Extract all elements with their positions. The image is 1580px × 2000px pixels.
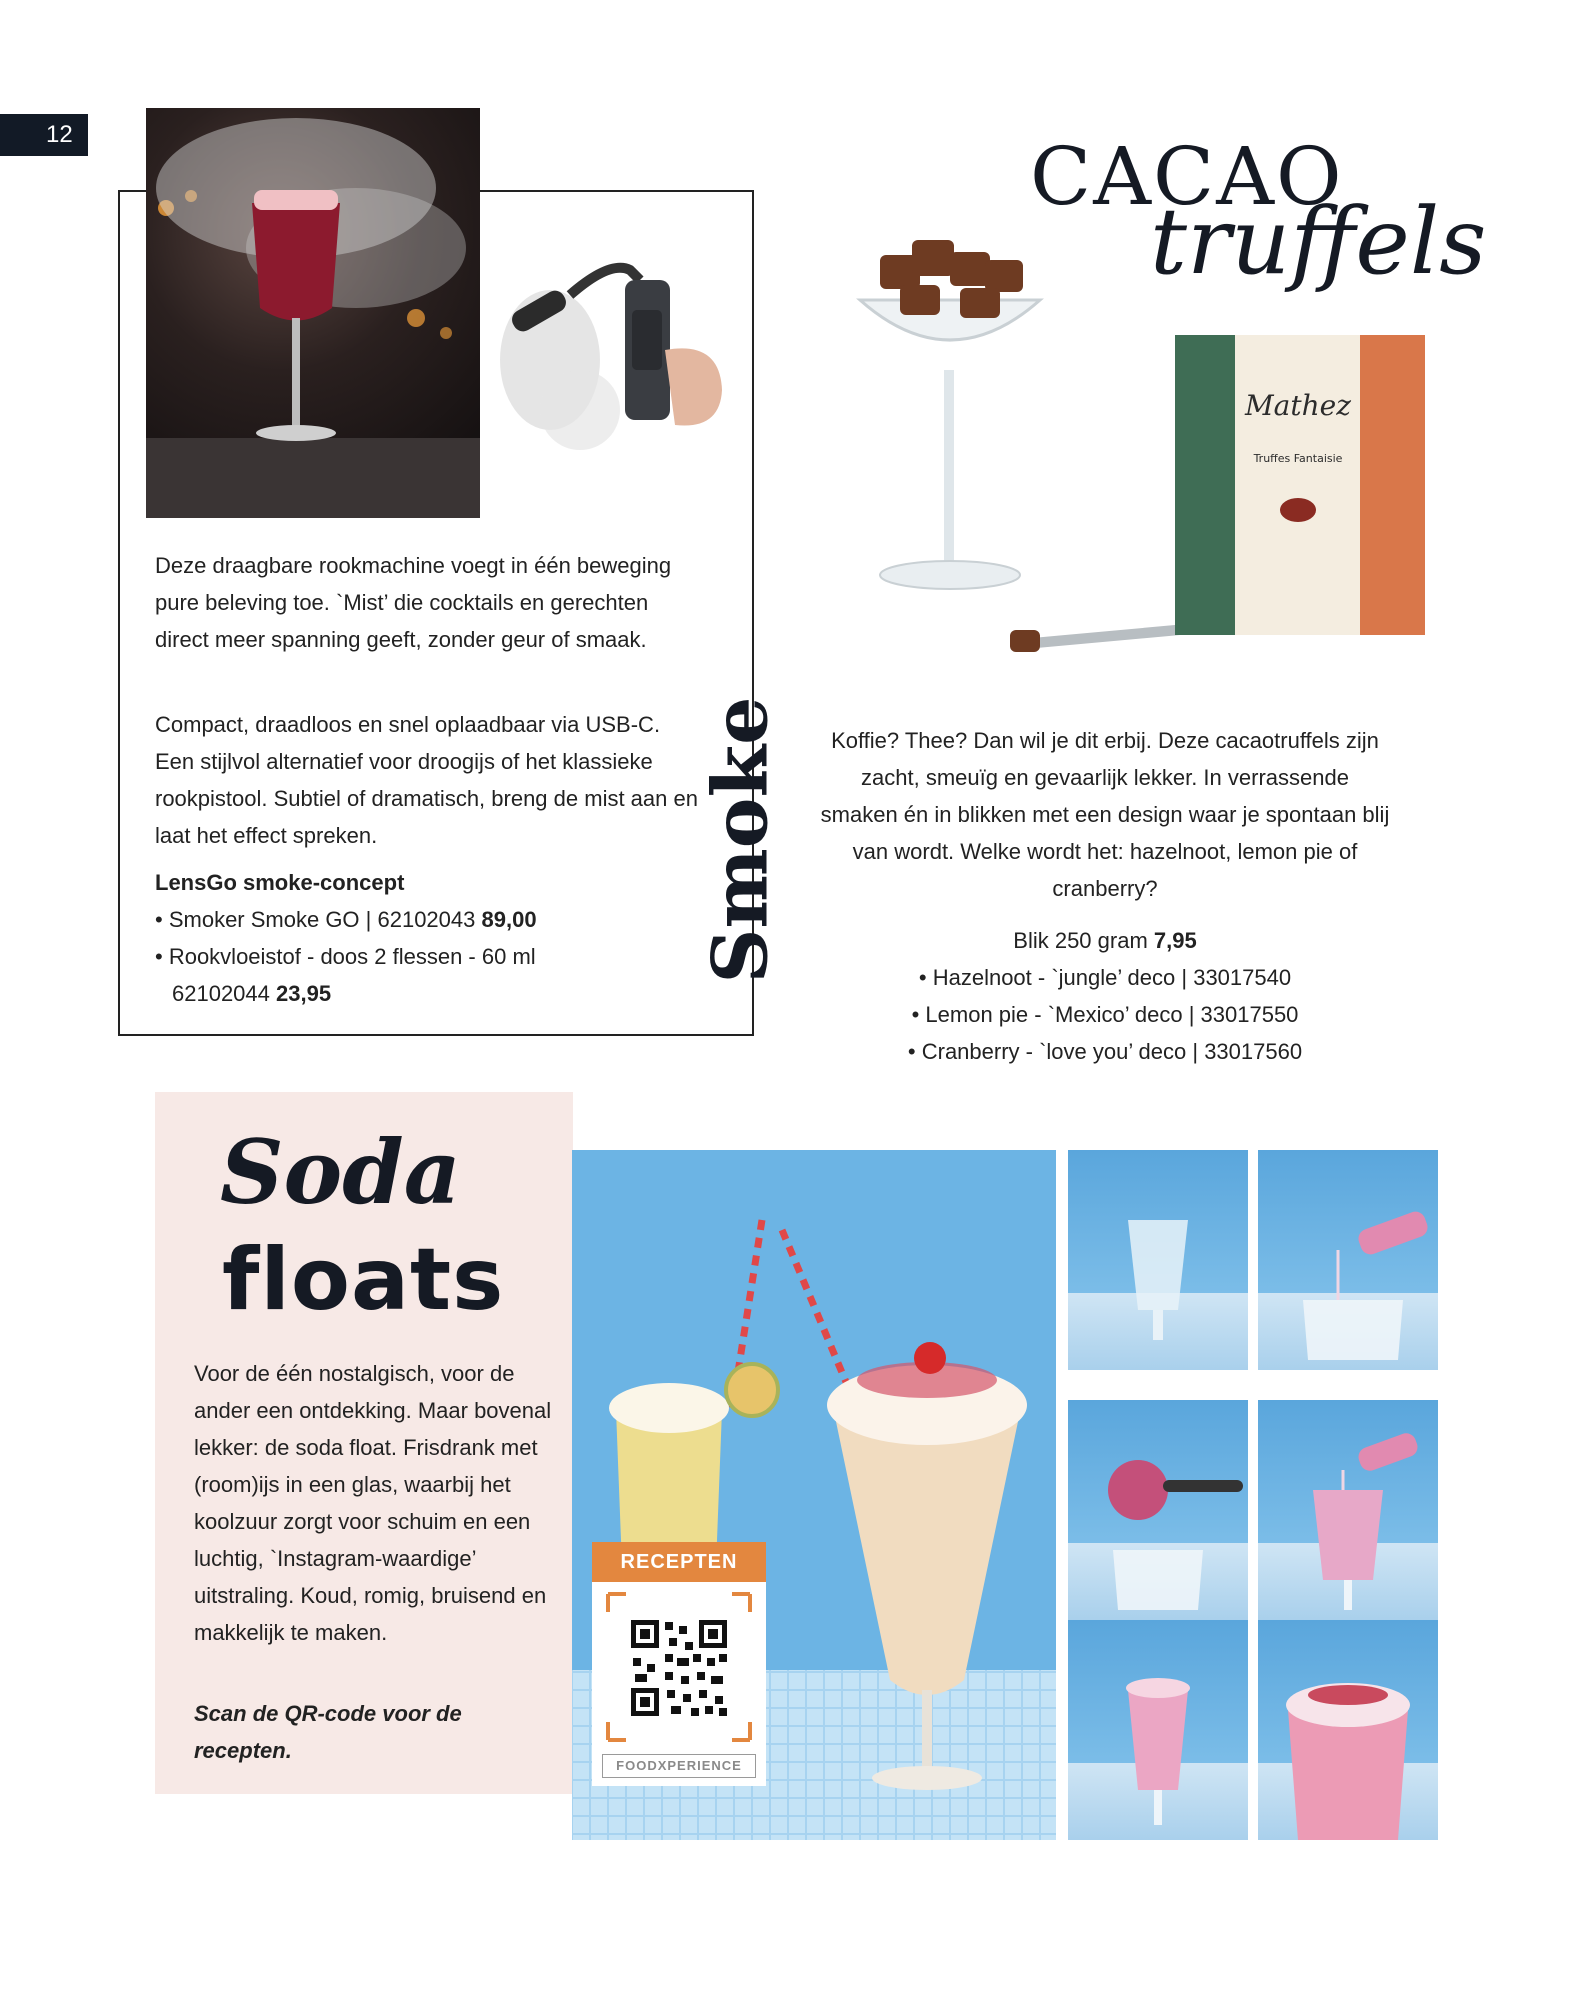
- recipe-qr-card[interactable]: [592, 1542, 766, 1786]
- cacao-title: CACAO: [1030, 130, 1344, 223]
- cacao-price: 7,95: [1153, 928, 1197, 953]
- cacao-size-label: Blik 250 gram: [1013, 928, 1148, 953]
- tin-label: Truffes Fantaisie: [1253, 452, 1343, 465]
- tin-brand: Mathez: [1245, 389, 1351, 422]
- cacao-variant-1-text: Hazelnoot - `jungle’ deco | 33017540: [932, 965, 1292, 990]
- step-photo-4-pour-soda: [1258, 1400, 1438, 1620]
- smoke-paragraph-2: Compact, draadloos en snel oplaadbaar via USB-C. Een stijlvol alternatief voor droogijs of het klassieke rookpistool. Subtiel of dramatisch, breng de mist aan en laat het effect spreken.: [155, 712, 698, 848]
- bullet: •: [155, 944, 163, 969]
- page-number: 12: [0, 114, 88, 156]
- cacao-variant-1: • Hazelnoot - `jungle’ deco | 33017540: [918, 965, 1292, 990]
- soda-scan-text: Scan de QR-code voor de recepten.: [194, 1701, 462, 1763]
- smoke-item-2: [155, 938, 705, 975]
- truffels-title: truffels: [1150, 188, 1487, 295]
- qr-footer-logo: FOODXPERIENCE: [602, 1754, 756, 1778]
- step-photo-6-finished-float: [1258, 1620, 1438, 1840]
- soda-title: Soda: [220, 1120, 461, 1224]
- soda-body-text: Voor de één nostalgisch, voor de ander een ontdekking. Maar bovenal lekker: de soda float. Frisdrank met (room)ijs in een glas, waarbij het koolzuur zorgt voor schuim en een luchtig, `Instagram-waardige’ uitstraling. Koud, romig, bruisend en makkelijk te maken.: [194, 1361, 552, 1645]
- smoke-item-2-code: 62102044: [172, 981, 270, 1006]
- bullet: •: [155, 907, 163, 932]
- cacao-variant-2: • Lemon pie - `Mexico’ deco | 33017550: [911, 1002, 1299, 1027]
- smoke-item-2-price: 23,95: [276, 981, 332, 1006]
- smoke-cocktail-photo: [146, 108, 480, 518]
- smoke-vertical-title-text: Smoke: [695, 696, 785, 984]
- smoke-item-1-text: Smoker Smoke GO | 62102043: [168, 907, 476, 932]
- step-photo-1-glass: [1068, 1150, 1248, 1370]
- smoke-item-1-price: 89,00: [481, 907, 537, 932]
- step-photo-3-scoop-icecream: [1068, 1400, 1248, 1620]
- smoke-product-title: LensGo smoke-concept: [155, 870, 405, 895]
- cacao-variant-3-text: Cranberry - `love you’ deco | 33017560: [921, 1039, 1303, 1064]
- cacao-variant-3: • Cranberry - `love you’ deco | 33017560: [907, 1039, 1303, 1064]
- recipe-qr-code[interactable]: [606, 1592, 752, 1742]
- qr-header: RECEPTEN: [592, 1542, 766, 1582]
- smoke-vertical-title: [695, 690, 785, 990]
- smoke-item-1: [155, 901, 705, 938]
- cacao-description: Koffie? Thee? Dan wil je dit erbij. Deze cacaotruffels zijn zacht, smeuïg en gevaarlijk lekker. In verrassende smaken én in blikken met een design waar je spontaan blij van wordt. Welke wordt het: hazelnoot, lemon pie of cranberry?: [820, 728, 1390, 901]
- step-photo-5-topping: [1068, 1620, 1248, 1840]
- step-photo-2-pour-syrup: [1258, 1150, 1438, 1370]
- smoke-item-2-text: Rookvloeistof - doos 2 flessen - 60 ml: [168, 944, 536, 969]
- smoke-paragraph-1: Deze draagbare rookmachine voegt in één beweging pure beleving toe. `Mist’ die cocktails en gerechten direct meer spanning geeft, zonder geur of smaak.: [155, 553, 672, 652]
- floats-title: floats: [222, 1230, 505, 1330]
- smoke-item-2-line2: [172, 975, 702, 1012]
- cacao-size-line: [820, 922, 1390, 959]
- smoker-device-image: [490, 240, 740, 470]
- cacao-variant-2-text: Lemon pie - `Mexico’ deco | 33017550: [925, 1002, 1299, 1027]
